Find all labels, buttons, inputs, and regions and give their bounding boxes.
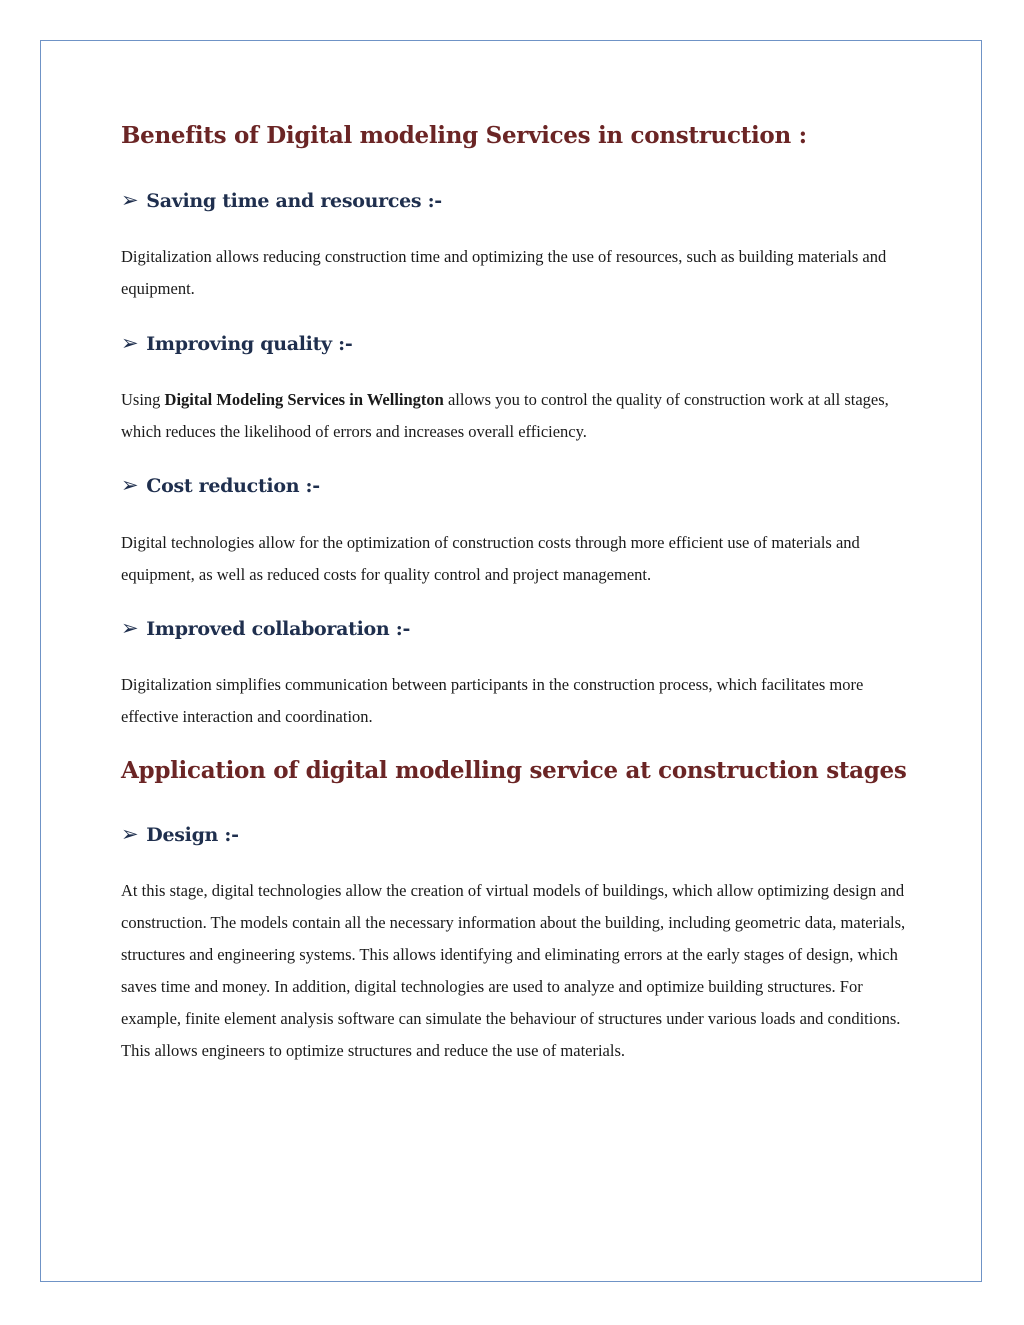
arrow-bullet-icon: ➢ [121,822,139,846]
quality-text-bold: Digital Modeling Services in Wellington [164,390,444,409]
arrow-bullet-icon: ➢ [121,188,139,212]
cost-paragraph: Digital technologies allow for the optimization of construction costs through more efficient use of materials and equipment, as well as reduced costs for quality control and project management. [121,533,860,584]
arrow-bullet-icon: ➢ [121,473,139,497]
quality-heading-text: Improving quality :- [146,333,353,355]
collaboration-heading [121,615,410,642]
saving-heading-text: Saving time and resources :- [146,190,442,212]
quality-paragraph [121,384,911,448]
arrow-bullet-icon: ➢ [121,331,139,355]
page-border [40,40,982,1282]
arrow-bullet-icon: ➢ [121,616,139,640]
design-paragraph: At this stage, digital technologies allow the creation of virtual models of buildings, which allow optimizing design and construction. The models contain all the necessary information about the building, including geometric data, materials, structures and engineering systems. This allows identifying and eliminating errors at the early stages of design, which saves time and money. In addition, digital technologies are used to analyze and optimize building structures. For example, finite element analysis software can simulate the behaviour of structures under various loads and conditions. This allows engineers to optimize structures and reduce the use of materials. [121,881,906,1060]
cost-heading [121,472,320,499]
saving-paragraph: Digitalization allows reducing construction time and optimizing the use of resources, such as building materials and equipment. [121,247,887,298]
cost-heading-text: Cost reduction :- [146,475,320,497]
quality-text-after: allows you to control the quality of construction work at all stages, which reduces the likelihood of errors and increases overall efficiency. [121,390,889,441]
quality-text-before: Using [121,390,165,409]
benefits-title: Benefits of Digital modeling Services in construction : [121,122,807,149]
quality-heading [121,330,352,357]
application-title: Application of digital modelling service at construction stages [121,757,907,784]
design-heading [121,821,239,848]
collaboration-paragraph: Digitalization simplifies communication between participants in the construction process, which facilitates more effective interaction and coordination. [121,675,864,726]
design-heading-text: Design :- [146,824,239,846]
collaboration-heading-text: Improved collaboration :- [146,618,411,640]
saving-heading [121,187,442,214]
